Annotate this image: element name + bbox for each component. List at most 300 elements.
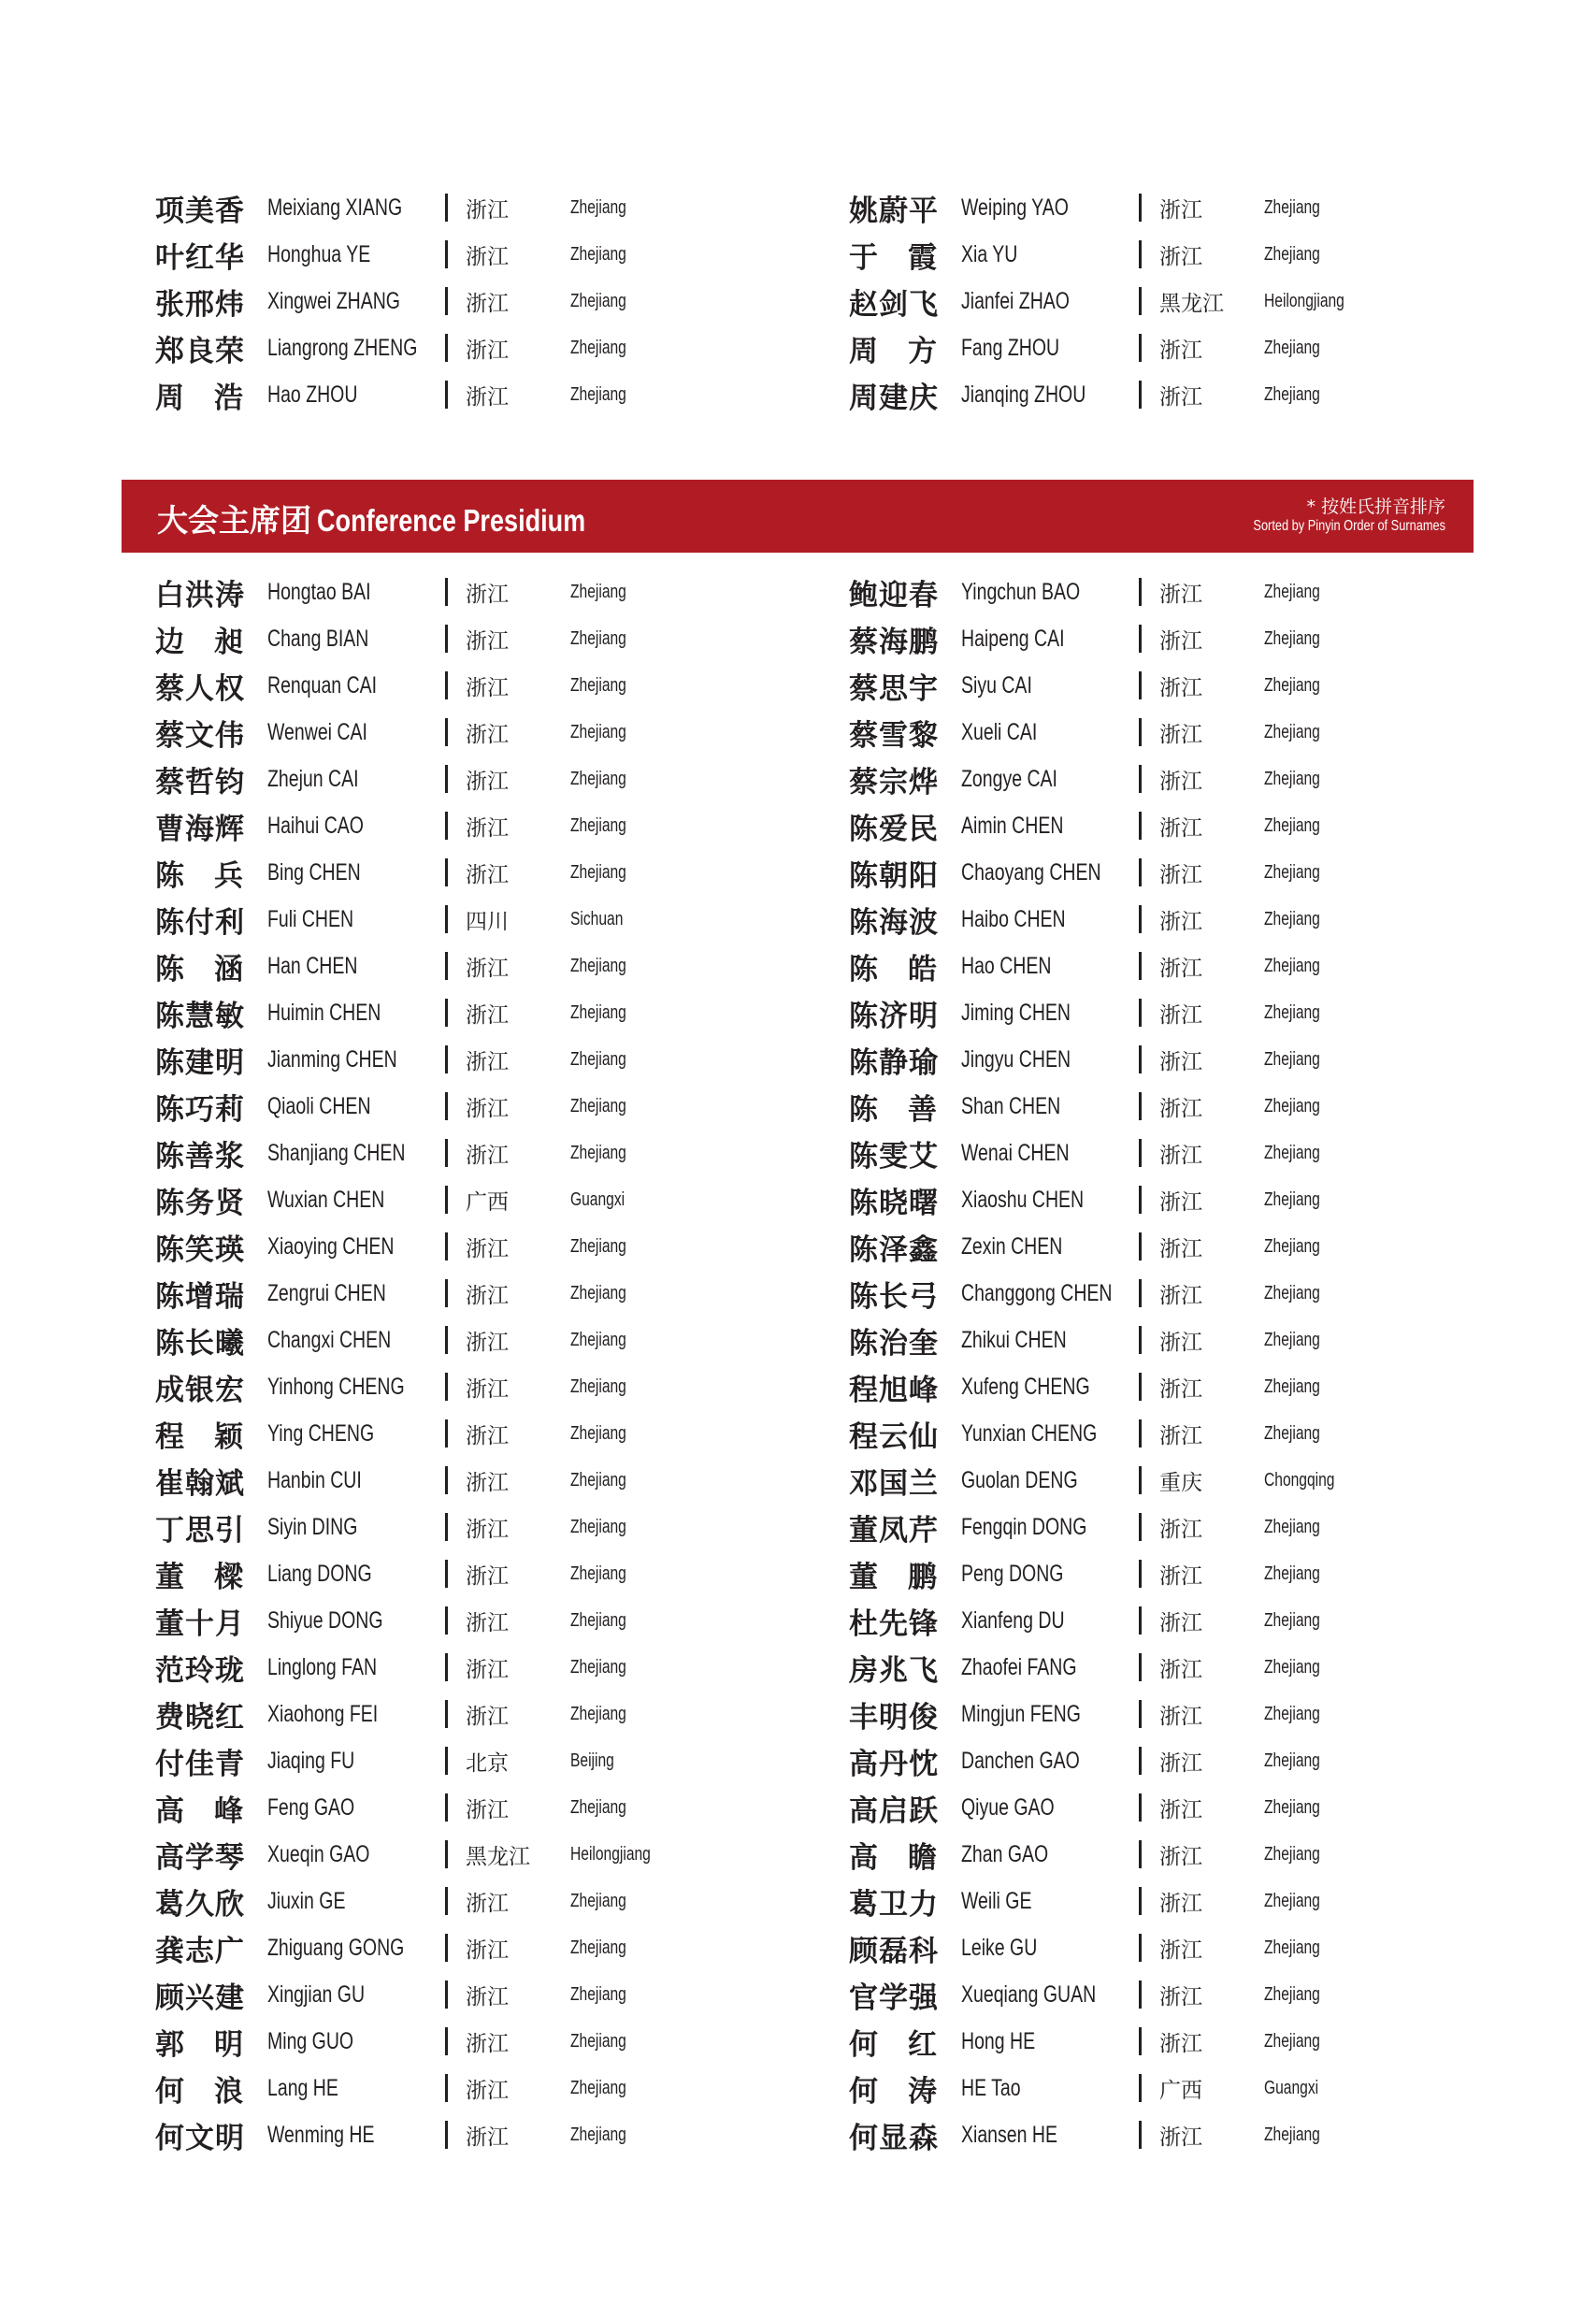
province-cn: 浙江 bbox=[1159, 1984, 1202, 2009]
member-name-en: Haibo CHEN bbox=[961, 905, 1066, 932]
member-name-cn: 郭 明 bbox=[155, 2027, 244, 2062]
top-right-column bbox=[849, 184, 1541, 418]
member-row bbox=[849, 1504, 1541, 1550]
member-name-cn: 蔡海鹏 bbox=[849, 625, 939, 659]
member-row bbox=[849, 371, 1541, 418]
province-cn: 北京 bbox=[466, 1750, 509, 1776]
member-name-cn: 高 瞻 bbox=[849, 1840, 938, 1875]
separator bbox=[1139, 1513, 1142, 1541]
province-cn: 浙江 bbox=[1159, 1002, 1202, 1028]
province-en: Zhejiang bbox=[570, 1796, 626, 1818]
province-cn: 浙江 bbox=[1159, 862, 1202, 887]
province-en: Zhejiang bbox=[1264, 196, 1320, 218]
province-cn: 浙江 bbox=[466, 862, 509, 887]
member-row bbox=[849, 324, 1541, 371]
province-cn: 浙江 bbox=[466, 384, 509, 410]
province-cn: 黑龙江 bbox=[1159, 291, 1224, 316]
province-en: Zhejiang bbox=[1264, 2124, 1320, 2145]
member-name-en: Hong HE bbox=[961, 2027, 1036, 2054]
member-name-cn: 陈泽鑫 bbox=[849, 1232, 939, 1267]
member-name-en: Guolan DENG bbox=[961, 1466, 1078, 1493]
separator bbox=[1139, 1981, 1142, 2009]
member-row bbox=[849, 709, 1541, 756]
province-cn: 浙江 bbox=[1159, 1143, 1202, 1168]
separator bbox=[1139, 1887, 1142, 1915]
separator bbox=[445, 1139, 448, 1167]
member-row bbox=[849, 1223, 1541, 1270]
province-en: Zhejiang bbox=[1264, 908, 1320, 929]
province-en: Zhejiang bbox=[1264, 243, 1320, 265]
province-en: Zhejiang bbox=[570, 955, 626, 976]
member-name-en: Shan CHEN bbox=[961, 1092, 1061, 1119]
province-cn: 浙江 bbox=[1159, 197, 1202, 223]
member-row bbox=[155, 371, 847, 418]
province-en: Zhejiang bbox=[570, 1516, 626, 1537]
member-name-en: Hanbin CUI bbox=[267, 1466, 362, 1493]
member-name-cn: 陈巧莉 bbox=[155, 1092, 245, 1127]
member-name-en: Jianming CHEN bbox=[267, 1045, 397, 1073]
separator bbox=[1139, 671, 1142, 699]
province-cn: 浙江 bbox=[1159, 675, 1202, 700]
member-name-en: Zengrui CHEN bbox=[267, 1279, 386, 1306]
member-row bbox=[849, 1036, 1541, 1083]
member-name-cn: 叶红华 bbox=[155, 240, 245, 275]
member-row bbox=[155, 662, 847, 709]
separator bbox=[1139, 1139, 1142, 1167]
province-en: Zhejiang bbox=[1264, 1656, 1320, 1678]
province-en: Zhejiang bbox=[570, 2124, 626, 2145]
separator bbox=[1139, 718, 1142, 746]
separator bbox=[445, 905, 448, 933]
member-name-en: Chang BIAN bbox=[267, 625, 369, 652]
province-en: Zhejiang bbox=[570, 337, 626, 358]
province-cn: 浙江 bbox=[466, 1423, 509, 1448]
member-name-cn: 董 樑 bbox=[155, 1560, 244, 1594]
province-cn: 浙江 bbox=[466, 1657, 509, 1682]
member-name-en: Shiyue DONG bbox=[267, 1606, 383, 1634]
province-en: Zhejiang bbox=[570, 2077, 626, 2098]
province-en: Zhejiang bbox=[1264, 1750, 1320, 1771]
province-cn: 浙江 bbox=[1159, 1236, 1202, 1261]
member-name-cn: 陈雯艾 bbox=[849, 1139, 939, 1174]
separator bbox=[445, 2074, 448, 2102]
separator bbox=[445, 240, 448, 268]
member-name-en: Hongtao BAI bbox=[267, 578, 371, 605]
province-cn: 四川 bbox=[466, 909, 509, 934]
member-row bbox=[155, 1130, 847, 1176]
province-cn: 浙江 bbox=[1159, 1844, 1202, 1869]
member-name-cn: 程旭峰 bbox=[849, 1373, 939, 1407]
separator bbox=[445, 1092, 448, 1120]
province-en: Zhejiang bbox=[1264, 1142, 1320, 1163]
province-en: Zhejiang bbox=[570, 1282, 626, 1304]
separator bbox=[1139, 999, 1142, 1027]
separator bbox=[445, 381, 448, 409]
separator bbox=[445, 1981, 448, 2009]
province-en: Zhejiang bbox=[1264, 1796, 1320, 1818]
province-en: Zhejiang bbox=[1264, 1048, 1320, 1070]
member-name-en: Lang HE bbox=[267, 2074, 338, 2101]
province-cn: 广西 bbox=[466, 1189, 509, 1215]
province-en: Zhejiang bbox=[570, 1142, 626, 1163]
member-name-en: Wenming HE bbox=[267, 2121, 375, 2148]
member-row bbox=[155, 1878, 847, 1924]
member-name-en: Zhaofei FANG bbox=[961, 1653, 1077, 1680]
member-row bbox=[849, 896, 1541, 943]
member-name-cn: 陈善浆 bbox=[155, 1139, 245, 1174]
member-name-cn: 张邢炜 bbox=[155, 287, 245, 322]
member-name-cn: 丁思引 bbox=[155, 1513, 245, 1548]
member-row bbox=[155, 1831, 847, 1878]
separator bbox=[445, 2027, 448, 2055]
separator bbox=[1139, 194, 1142, 222]
member-name-cn: 高启跃 bbox=[849, 1793, 939, 1828]
member-name-en: Hao CHEN bbox=[961, 952, 1052, 979]
member-row bbox=[155, 1270, 847, 1317]
member-row bbox=[849, 1317, 1541, 1363]
member-name-cn: 陈 兵 bbox=[155, 858, 244, 893]
province-en: Zhejiang bbox=[1264, 1376, 1320, 1397]
separator bbox=[1139, 1373, 1142, 1401]
member-row bbox=[849, 2018, 1541, 2065]
separator bbox=[445, 1513, 448, 1541]
province-en: Zhejiang bbox=[570, 674, 626, 696]
member-row bbox=[849, 1363, 1541, 1410]
separator bbox=[1139, 2074, 1142, 2102]
member-name-cn: 蔡人权 bbox=[155, 671, 245, 706]
member-name-cn: 何显森 bbox=[849, 2121, 939, 2155]
member-name-en: Xueqiang GUAN bbox=[961, 1981, 1097, 2008]
member-name-cn: 蔡哲钧 bbox=[155, 765, 245, 799]
member-row bbox=[849, 1176, 1541, 1223]
member-name-cn: 陈长曦 bbox=[155, 1326, 245, 1361]
main-left-column bbox=[155, 569, 847, 2158]
member-name-en: Xia YU bbox=[961, 240, 1018, 267]
member-name-en: Peng DONG bbox=[961, 1560, 1064, 1587]
member-name-en: Xiansen HE bbox=[961, 2121, 1057, 2148]
member-name-en: Siyu CAI bbox=[961, 671, 1032, 699]
member-name-en: Shanjiang CHEN bbox=[267, 1139, 406, 1166]
member-name-en: Zongye CAI bbox=[961, 765, 1057, 792]
member-name-en: Haipeng CAI bbox=[961, 625, 1065, 652]
province-en: Zhejiang bbox=[1264, 1703, 1320, 1724]
member-row bbox=[849, 1550, 1541, 1597]
member-row bbox=[155, 1691, 847, 1737]
separator bbox=[1139, 1232, 1142, 1260]
separator bbox=[445, 625, 448, 653]
member-name-cn: 赵剑飞 bbox=[849, 287, 939, 322]
province-cn: 浙江 bbox=[466, 815, 509, 841]
member-name-cn: 邓国兰 bbox=[849, 1466, 939, 1501]
province-cn: 重庆 bbox=[1159, 1470, 1202, 1495]
province-en: Zhejiang bbox=[570, 1422, 626, 1444]
province-cn: 浙江 bbox=[1159, 244, 1202, 269]
member-name-cn: 高 峰 bbox=[155, 1793, 244, 1828]
province-cn: 浙江 bbox=[1159, 1610, 1202, 1635]
separator bbox=[1139, 1840, 1142, 1868]
separator bbox=[1139, 1279, 1142, 1307]
member-name-en: Hao ZHOU bbox=[267, 381, 358, 408]
province-en: Zhejiang bbox=[570, 1329, 626, 1350]
province-cn: 浙江 bbox=[1159, 1423, 1202, 1448]
separator bbox=[1139, 1934, 1142, 1962]
separator bbox=[1139, 1560, 1142, 1588]
separator bbox=[445, 1606, 448, 1635]
member-row bbox=[155, 849, 847, 896]
member-row bbox=[849, 662, 1541, 709]
member-row bbox=[849, 184, 1541, 231]
province-en: Zhejiang bbox=[1264, 955, 1320, 976]
member-name-cn: 葛久欣 bbox=[155, 1887, 245, 1922]
member-name-cn: 陈 涵 bbox=[155, 952, 244, 987]
province-en: Zhejiang bbox=[1264, 768, 1320, 789]
member-row bbox=[155, 1737, 847, 1784]
province-cn: 浙江 bbox=[466, 722, 509, 747]
member-name-en: Yingchun BAO bbox=[961, 578, 1081, 605]
member-name-en: Honghua YE bbox=[267, 240, 371, 267]
separator bbox=[445, 952, 448, 980]
separator bbox=[1139, 1747, 1142, 1775]
separator bbox=[1139, 578, 1142, 606]
member-row bbox=[155, 184, 847, 231]
member-row bbox=[849, 615, 1541, 662]
member-name-en: Wenai CHEN bbox=[961, 1139, 1070, 1166]
separator bbox=[445, 1186, 448, 1214]
member-name-en: Wenwei CAI bbox=[267, 718, 367, 745]
separator bbox=[445, 765, 448, 793]
province-cn: 浙江 bbox=[1159, 1797, 1202, 1822]
separator bbox=[445, 1232, 448, 1260]
member-name-cn: 顾磊科 bbox=[849, 1934, 939, 1968]
sort-note-en: Sorted by Pinyin Order of Surnames bbox=[1253, 518, 1445, 534]
province-en: Zhejiang bbox=[1264, 1937, 1320, 1958]
member-name-en: Feng GAO bbox=[267, 1793, 355, 1821]
province-en: Zhejiang bbox=[570, 196, 626, 218]
member-row bbox=[155, 1784, 847, 1831]
province-en: Zhejiang bbox=[570, 721, 626, 742]
member-row bbox=[155, 896, 847, 943]
member-name-cn: 陈朝阳 bbox=[849, 858, 939, 893]
member-name-cn: 蔡雪黎 bbox=[849, 718, 939, 753]
member-name-cn: 项美香 bbox=[155, 194, 245, 228]
member-name-en: Xiaoying CHEN bbox=[267, 1232, 395, 1260]
province-en: Zhejiang bbox=[570, 1656, 626, 1678]
member-row bbox=[849, 1083, 1541, 1130]
province-en: Zhejiang bbox=[570, 1469, 626, 1491]
member-row bbox=[849, 1644, 1541, 1691]
separator bbox=[445, 1747, 448, 1775]
member-row bbox=[849, 1737, 1541, 1784]
member-name-en: Fang ZHOU bbox=[961, 334, 1060, 361]
member-row bbox=[849, 1971, 1541, 2018]
province-cn: 浙江 bbox=[466, 291, 509, 316]
separator bbox=[1139, 1326, 1142, 1354]
member-name-cn: 边 昶 bbox=[155, 625, 244, 659]
member-name-cn: 陈 善 bbox=[849, 1092, 938, 1127]
member-name-en: Danchen GAO bbox=[961, 1747, 1080, 1774]
province-en: Zhejiang bbox=[570, 1563, 626, 1584]
province-en: Zhejiang bbox=[1264, 1843, 1320, 1865]
province-en: Chongqing bbox=[1264, 1469, 1335, 1491]
province-en: Zhejiang bbox=[1264, 1890, 1320, 1911]
member-name-en: Han CHEN bbox=[267, 952, 358, 979]
member-name-cn: 董凤芹 bbox=[849, 1513, 939, 1548]
separator bbox=[445, 194, 448, 222]
member-name-en: Yinhong CHENG bbox=[267, 1373, 405, 1400]
province-cn: 浙江 bbox=[466, 1610, 509, 1635]
member-name-cn: 顾兴建 bbox=[155, 1981, 245, 2015]
province-cn: 浙江 bbox=[1159, 628, 1202, 654]
province-cn: 浙江 bbox=[466, 1797, 509, 1822]
province-cn: 浙江 bbox=[466, 2078, 509, 2103]
separator bbox=[1139, 858, 1142, 886]
member-name-cn: 何 浪 bbox=[155, 2074, 244, 2109]
separator bbox=[445, 1373, 448, 1401]
separator bbox=[1139, 1045, 1142, 1073]
province-en: Heilongjiang bbox=[570, 1843, 651, 1865]
separator bbox=[1139, 1653, 1142, 1681]
member-name-en: Meixiang XIANG bbox=[267, 194, 403, 221]
province-cn: 浙江 bbox=[1159, 1891, 1202, 1916]
separator bbox=[445, 578, 448, 606]
separator bbox=[1139, 812, 1142, 840]
member-name-en: Yunxian CHENG bbox=[961, 1419, 1098, 1447]
member-name-cn: 崔翰斌 bbox=[155, 1466, 245, 1501]
member-row bbox=[849, 1878, 1541, 1924]
province-cn: 浙江 bbox=[466, 338, 509, 363]
member-name-en: Qiyue GAO bbox=[961, 1793, 1055, 1821]
member-name-cn: 付佳青 bbox=[155, 1747, 245, 1781]
province-en: Zhejiang bbox=[570, 290, 626, 311]
separator bbox=[1139, 1092, 1142, 1120]
province-en: Zhejiang bbox=[1264, 1001, 1320, 1023]
separator bbox=[1139, 1419, 1142, 1448]
province-cn: 浙江 bbox=[466, 1517, 509, 1542]
separator bbox=[445, 718, 448, 746]
member-name-cn: 周 方 bbox=[849, 334, 938, 368]
member-name-cn: 姚蔚平 bbox=[849, 194, 939, 228]
separator bbox=[445, 1700, 448, 1728]
province-en: Zhejiang bbox=[570, 1890, 626, 1911]
province-en: Zhejiang bbox=[1264, 627, 1320, 649]
member-row bbox=[155, 1083, 847, 1130]
separator bbox=[1139, 240, 1142, 268]
province-en: Guangxi bbox=[570, 1188, 625, 1210]
province-en: Zhejiang bbox=[570, 383, 626, 405]
member-row bbox=[849, 231, 1541, 278]
province-cn: 浙江 bbox=[1159, 1517, 1202, 1542]
member-name-en: Zhiguang GONG bbox=[267, 1934, 405, 1961]
member-name-en: Mingjun FENG bbox=[961, 1700, 1081, 1727]
province-cn: 浙江 bbox=[466, 1096, 509, 1121]
member-name-en: Xingjian GU bbox=[267, 1981, 366, 2008]
province-en: Zhejiang bbox=[1264, 1235, 1320, 1257]
province-cn: 浙江 bbox=[466, 1330, 509, 1355]
province-en: Zhejiang bbox=[1264, 2030, 1320, 2052]
member-row bbox=[155, 1223, 847, 1270]
member-name-en: Chaoyang CHEN bbox=[961, 858, 1101, 886]
separator bbox=[1139, 1793, 1142, 1822]
separator bbox=[445, 1045, 448, 1073]
province-en: Zhejiang bbox=[1264, 1188, 1320, 1210]
member-name-cn: 陈爱民 bbox=[849, 812, 939, 846]
province-cn: 浙江 bbox=[466, 956, 509, 981]
member-name-en: Changxi CHEN bbox=[267, 1326, 392, 1353]
member-name-cn: 白洪涛 bbox=[155, 578, 245, 612]
member-name-en: Xianfeng DU bbox=[961, 1606, 1065, 1634]
member-name-cn: 董十月 bbox=[155, 1606, 245, 1641]
member-name-cn: 程 颖 bbox=[155, 1419, 244, 1454]
member-row bbox=[155, 1504, 847, 1550]
separator bbox=[1139, 625, 1142, 653]
member-name-cn: 葛卫力 bbox=[849, 1887, 939, 1922]
member-name-cn: 陈建明 bbox=[155, 1045, 245, 1080]
member-name-en: Leike GU bbox=[961, 1934, 1038, 1961]
member-row bbox=[155, 1971, 847, 2018]
member-name-en: Ming GUO bbox=[267, 2027, 354, 2054]
member-name-cn: 蔡宗烨 bbox=[849, 765, 939, 799]
separator bbox=[1139, 1606, 1142, 1635]
member-row bbox=[155, 1644, 847, 1691]
province-en: Zhejiang bbox=[1264, 814, 1320, 836]
province-en: Zhejiang bbox=[570, 1048, 626, 1070]
separator bbox=[445, 1326, 448, 1354]
member-name-en: Fuli CHEN bbox=[267, 905, 354, 932]
member-row bbox=[849, 569, 1541, 615]
separator bbox=[445, 1793, 448, 1822]
province-en: Zhejiang bbox=[570, 243, 626, 265]
member-name-cn: 陈治奎 bbox=[849, 1326, 939, 1361]
member-name-en: Zexin CHEN bbox=[961, 1232, 1063, 1260]
member-name-en: Aimin CHEN bbox=[961, 812, 1064, 839]
member-name-cn: 董 鹏 bbox=[849, 1560, 938, 1594]
member-name-en: Changgong CHEN bbox=[961, 1279, 1113, 1306]
member-row bbox=[155, 1550, 847, 1597]
separator bbox=[445, 1419, 448, 1448]
separator bbox=[445, 671, 448, 699]
province-cn: 浙江 bbox=[466, 769, 509, 794]
separator bbox=[445, 858, 448, 886]
province-en: Beijing bbox=[570, 1750, 614, 1771]
main-right-column bbox=[849, 569, 1541, 2158]
province-cn: 浙江 bbox=[1159, 1189, 1202, 1215]
member-name-cn: 陈海波 bbox=[849, 905, 939, 940]
province-cn: 浙江 bbox=[466, 1002, 509, 1028]
member-name-cn: 官学强 bbox=[849, 1981, 939, 2015]
member-row bbox=[849, 1457, 1541, 1504]
member-row bbox=[849, 1130, 1541, 1176]
member-row bbox=[849, 2065, 1541, 2111]
province-cn: 浙江 bbox=[1159, 582, 1202, 607]
sort-note-cn: * 按姓氏拼音排序 bbox=[1306, 497, 1445, 517]
member-row bbox=[849, 1270, 1541, 1317]
province-cn: 浙江 bbox=[1159, 1657, 1202, 1682]
member-name-en: Zhan GAO bbox=[961, 1840, 1049, 1867]
province-en: Zhejiang bbox=[570, 814, 626, 836]
member-name-en: Liang DONG bbox=[267, 1560, 372, 1587]
province-cn: 浙江 bbox=[1159, 956, 1202, 981]
member-name-cn: 陈静瑜 bbox=[849, 1045, 939, 1080]
member-row bbox=[155, 324, 847, 371]
province-cn: 浙江 bbox=[466, 675, 509, 700]
province-cn: 浙江 bbox=[466, 2031, 509, 2056]
member-name-cn: 陈长弓 bbox=[849, 1279, 939, 1314]
separator bbox=[1139, 1700, 1142, 1728]
separator bbox=[445, 1653, 448, 1681]
member-name-en: Jiaqing FU bbox=[267, 1747, 355, 1774]
member-row bbox=[155, 2111, 847, 2158]
member-row bbox=[849, 1831, 1541, 1878]
